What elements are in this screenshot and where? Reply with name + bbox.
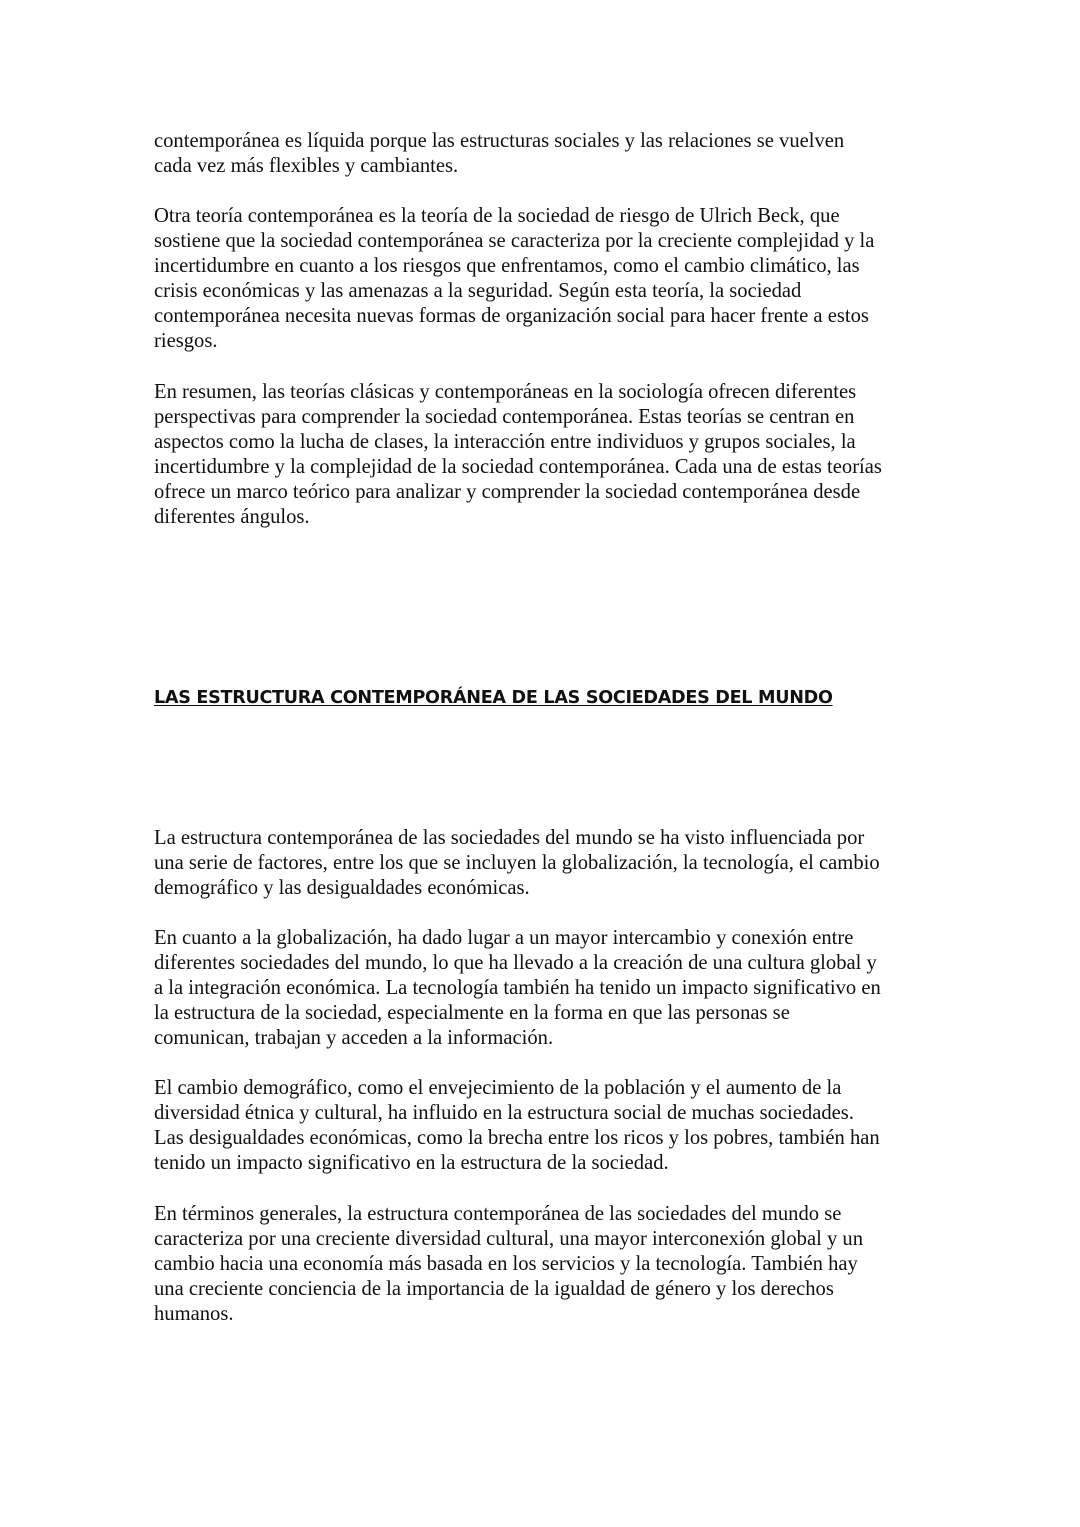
paragraph-structure-intro: La estructura contemporánea de las sociedades del mundo se ha visto influenciada por una serie de factores, entre los que se incluyen la globalización, la tecnología, el cambio demográfico y las desigualdades económicas. (154, 827, 880, 899)
paragraph-risk-society: Otra teoría contemporánea es la teoría de la sociedad de riesgo de Ulrich Beck, que sostiene que la sociedad contemporánea se caracteriza por la creciente complejidad y la incertidumbre en cuanto a los riesgos que enfrentamos, como el cambio climático, las crisis económicas y las amenazas a la seguridad. Según esta teoría, la sociedad contemporánea necesita nuevas formas de organización social para hacer frente a estos riesgos. (154, 205, 875, 352)
paragraph-demographic-change: El cambio demográfico, como el envejecimiento de la población y el aumento de la diversidad étnica y cultural, ha influido en la estructura social de muchas sociedades. Las desigualdades económicas, como la brecha entre los ricos y los pobres, también han tenido un impacto significativo en la estructura de la sociedad. (154, 1077, 880, 1174)
section-heading: LAS ESTRUCTURA CONTEMPORÁNEA DE LAS SOCIEDADES DEL MUNDO (154, 688, 833, 708)
paragraph-liquid-modernity-end: contemporánea es líquida porque las estructuras sociales y las relaciones se vuelven cada vez más flexibles y cambiantes. (154, 130, 845, 177)
paragraph-general-terms: En términos generales, la estructura contemporánea de las sociedades del mundo se caracteriza por una creciente diversidad cultural, una mayor interconexión global y un cambio hacia una economía más basada en los servicios y la tecnología. También hay una creciente conciencia de la importancia de la igualdad de género y los derechos humanos. (154, 1203, 864, 1325)
paragraph-globalization: En cuanto a la globalización, ha dado lugar a un mayor intercambio y conexión entre diferentes sociedades del mundo, lo que ha llevado a la creación de una cultura global y a la integración económica. La tecnología también ha tenido un impacto significativo en la estructura de la sociedad, especialmente en la forma en que las personas se comunican, trabajan y acceden a la información. (154, 927, 881, 1049)
paragraph-summary: En resumen, las teorías clásicas y contemporáneas en la sociología ofrecen diferentes perspectivas para comprender la sociedad contemporánea. Estas teorías se centran en aspectos como la lucha de clases, la interacción entre individuos y grupos sociales, la incertidumbre y la complejidad de la sociedad contemporánea. Cada una de estas teorías ofrece un marco teórico para analizar y comprender la sociedad contemporánea desde diferentes ángulos. (154, 381, 882, 528)
